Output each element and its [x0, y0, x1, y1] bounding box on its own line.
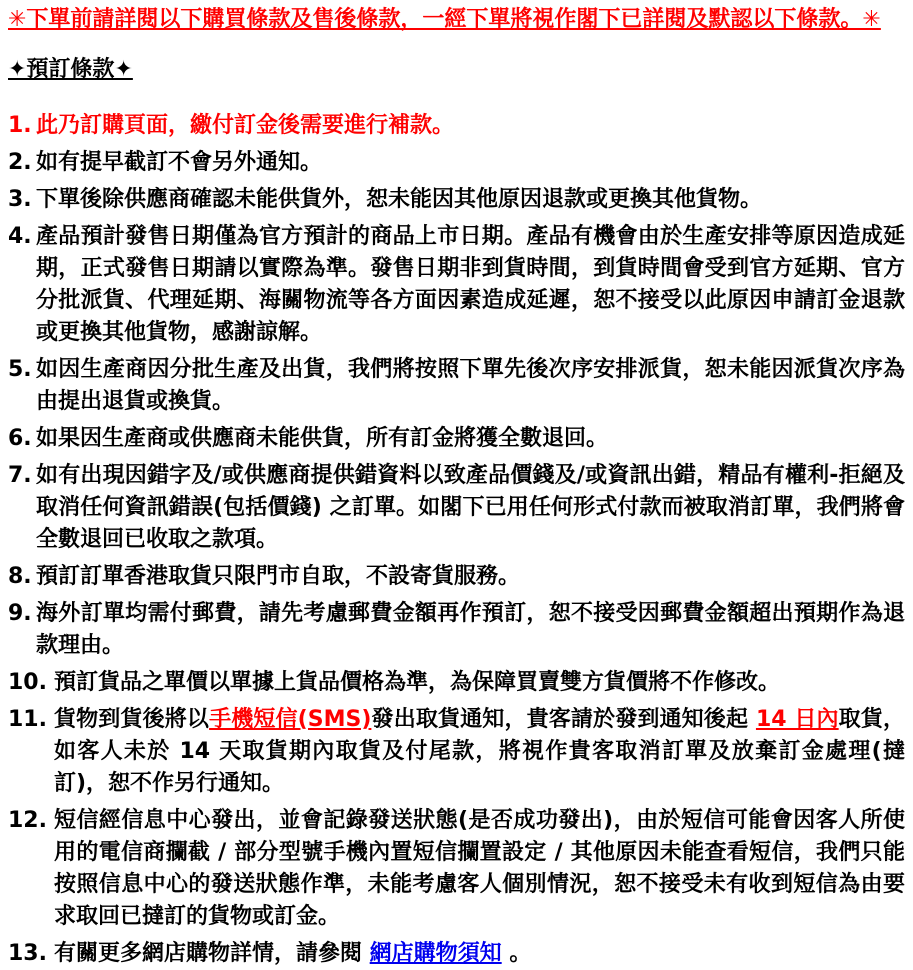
term-item-7: [8, 460, 905, 556]
text-segment: 預訂訂單香港取貨只限門市自取，不設寄貨服務。: [36, 564, 521, 589]
text-segment: 。: [501, 941, 532, 966]
shop-guide-link[interactable]: 網店購物須知: [369, 941, 502, 966]
text-segment: 海外訂單均需付郵費，請先考慮郵費金額再作預訂，恕不接受因郵費金額超出預期作為退款理由。: [36, 601, 905, 658]
text-segment: 短信經信息中心發出，並會記錄發送狀態(是否成功發出)，由於短信可能會因客人所使用的電信商攔截 / 部分型號手機內置短信攔置設定 / 其他原因未能查看短信，我們只能按照信息中心的發送狀態作準，未能考慮客人個別情況，恕不接受未有收到短信為由要求取回已撻訂的貨物或訂金。: [54, 808, 905, 929]
terms-list: [8, 110, 905, 970]
text-segment: 此乃訂購頁面，繳付訂金後需要進行補款。: [36, 113, 455, 138]
highlighted-text: 14 日內: [755, 707, 839, 732]
text-segment: 產品預計發售日期僅為官方預計的商品上市日期。產品有機會由於生產安排等原因造成延期，正式發售日期請以實際為準。發售日期非到貨時間，到貨時間會受到官方延期、官方分批派貨、代理延期、海關物流等各方面因素造成延遲，恕不接受以此原因申請訂金退款或更換其他貨物，感謝諒解。: [36, 224, 905, 345]
text-segment: 如果因生產商或供應商未能供貨，所有訂金將獲全數退回。: [36, 426, 609, 451]
term-text: [36, 564, 520, 589]
term-number: 5.: [8, 357, 32, 382]
term-item-13: [8, 938, 905, 970]
notice-banner: ✳下單前請詳閱以下購買條款及售後條款，一經下單將視作閣下已詳閱及默認以下條款。✳: [8, 7, 881, 32]
term-number: 10.: [8, 670, 47, 695]
term-item-12: [8, 805, 905, 933]
term-text: [54, 941, 531, 966]
text-segment: 有關更多網店購物詳情，請參閱: [54, 941, 370, 966]
term-item-6: [8, 423, 905, 455]
text-segment: 如有提早截訂不會另外通知。: [36, 150, 323, 175]
term-text: [36, 463, 905, 552]
section-title: ✦預訂條款✦: [8, 57, 133, 82]
text-segment: 如有出現因錯字及/或供應商提供錯資料以致產品價錢及/或資訊出錯，精品有權利-拒絕及取消任何資訊錯誤(包括價錢) 之訂單。如閣下已用任何形式付款而被取消訂單，我們將會全數退回已收取之款項。: [36, 463, 905, 552]
term-item-1: [8, 110, 905, 142]
term-item-5: [8, 354, 905, 418]
text-segment: 取貨，如客人未於 14 天取貨期內取貨及付尾款，將視作貴客取消訂單及放棄訂金處理(撻訂)，恕不作另行通知。: [54, 707, 905, 796]
term-text: [36, 150, 322, 175]
text-segment: 貨物到貨後將以: [54, 707, 210, 732]
term-text: [36, 601, 905, 658]
term-number: 3.: [8, 187, 32, 212]
term-item-9: [8, 598, 905, 662]
term-item-10: [8, 667, 905, 699]
text-segment: 預訂貨品之單價以單據上貨品價格為準，為保障買賣雙方貨價將不作修改。: [54, 670, 781, 695]
term-text: [36, 113, 454, 138]
term-number: 1.: [8, 113, 32, 138]
text-segment: 發出取貨通知，貴客請於發到通知後起: [371, 707, 756, 732]
term-number: 4.: [8, 224, 32, 249]
term-number: 2.: [8, 150, 32, 175]
text-segment: 如因生產商因分批生產及出貨，我們將按照下單先後次序安排派貨，恕未能因派貨次序為由提出退貨或換貨。: [36, 357, 905, 414]
term-text: [54, 670, 780, 695]
highlighted-text: 手機短信(SMS): [209, 707, 372, 732]
term-text: [54, 808, 905, 929]
term-number: 9.: [8, 601, 32, 626]
term-item-3: [8, 184, 905, 216]
term-number: 6.: [8, 426, 32, 451]
term-text: [36, 357, 905, 414]
term-item-2: [8, 147, 905, 179]
term-text: [36, 426, 608, 451]
term-text: [36, 224, 905, 345]
term-item-11: [8, 704, 905, 800]
term-number: 11.: [8, 707, 47, 732]
term-number: 8.: [8, 564, 32, 589]
term-number: 7.: [8, 463, 32, 488]
term-number: 12.: [8, 808, 47, 833]
term-text: [54, 707, 905, 796]
text-segment: 下單後除供應商確認未能供貨外，恕未能因其他原因退款或更換其他貨物。: [36, 187, 763, 212]
term-text: [36, 187, 762, 212]
term-number: 13.: [8, 941, 47, 966]
term-item-4: [8, 221, 905, 349]
term-item-8: [8, 561, 905, 593]
